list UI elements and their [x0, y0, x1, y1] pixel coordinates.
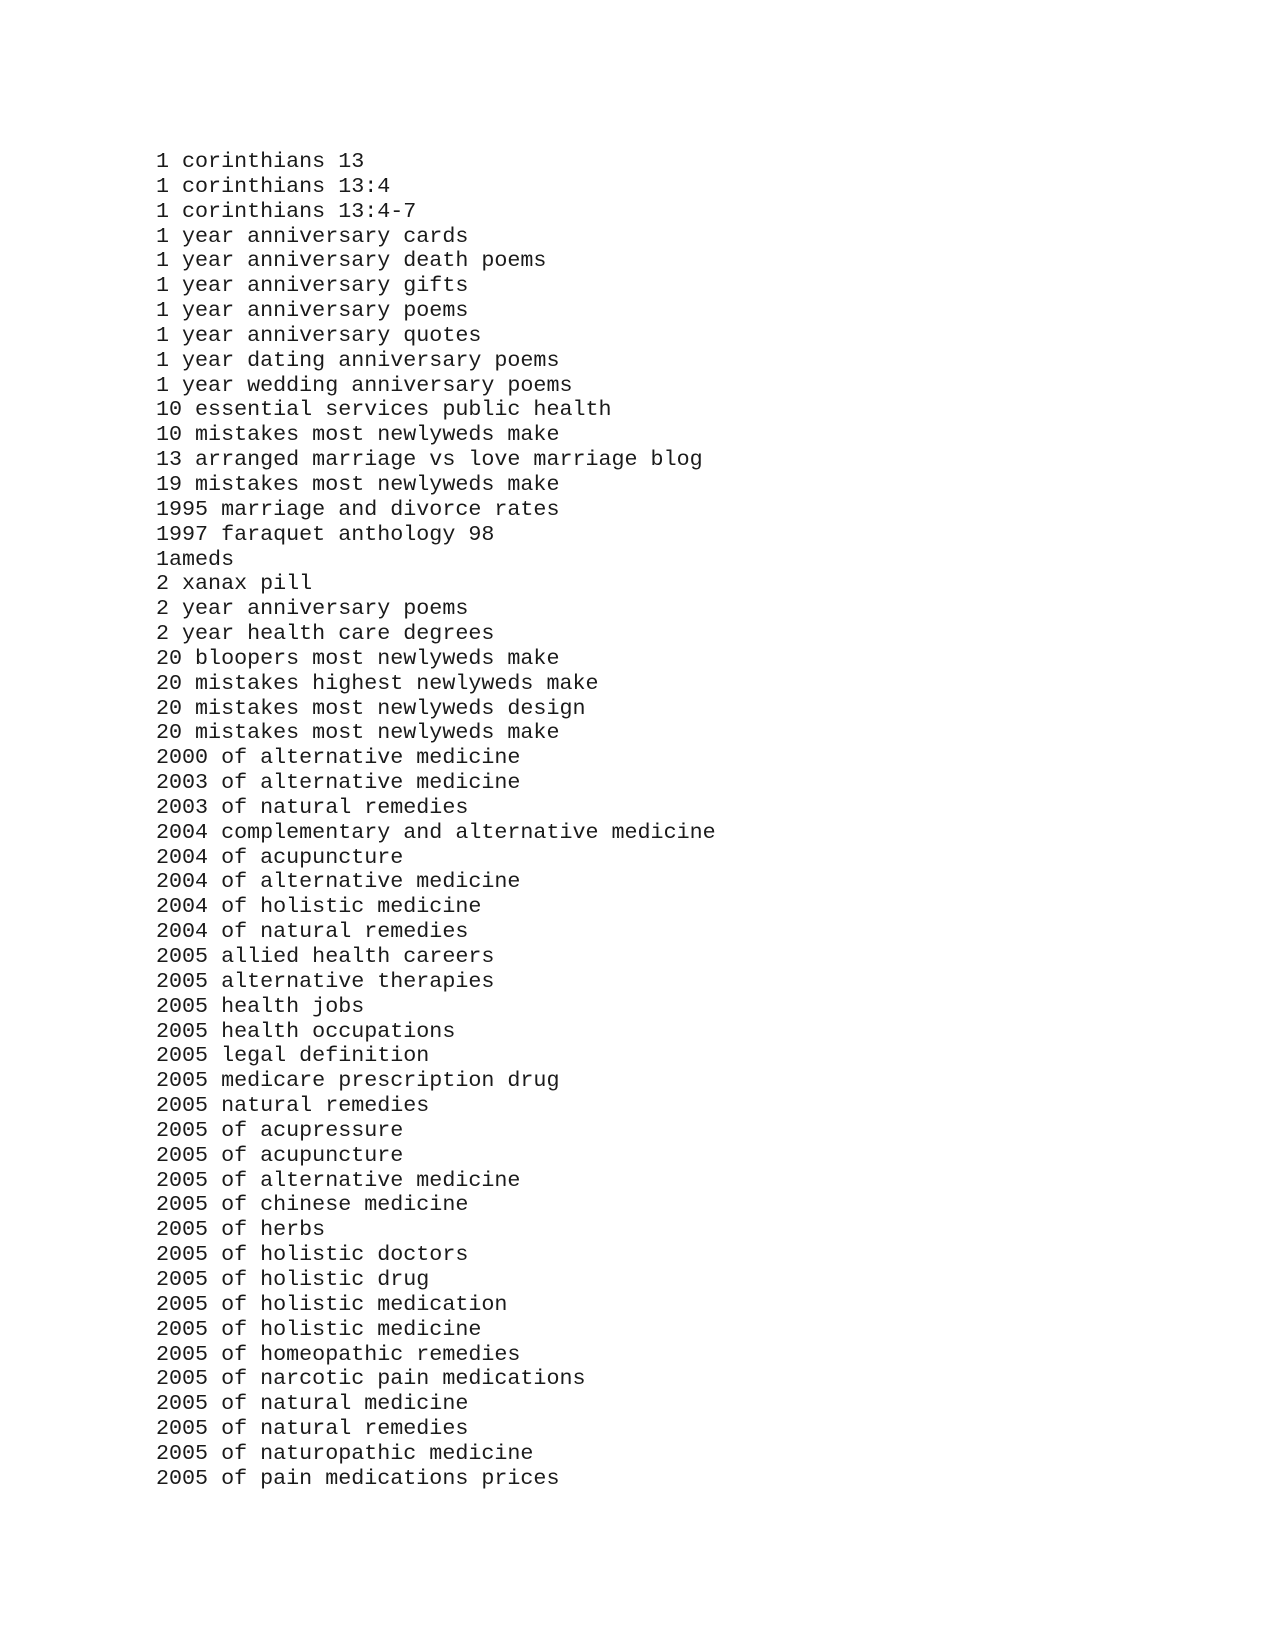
list-item: 2005 allied health careers [156, 944, 495, 969]
list-item: 2005 of holistic medication [156, 1291, 508, 1317]
list-item: 2005 of herbs [156, 1217, 326, 1243]
list-item: 2005 of holistic drug [156, 1266, 430, 1292]
list-item: 1 year anniversary gifts [156, 273, 469, 299]
list-item: 2005 alternative therapies [156, 968, 495, 994]
list-item: 20 bloopers most newlyweds make [156, 645, 560, 671]
list-item: 2005 health occupations [156, 1018, 456, 1044]
list-item: 2004 of alternative medicine [156, 869, 521, 895]
list-item: 20 mistakes most newlyweds design [156, 695, 586, 721]
list-item: 2 year health care degrees [156, 621, 495, 647]
list-item: 10 essential services public health [156, 397, 612, 423]
list-item: 2005 of natural remedies [156, 1416, 469, 1442]
list-item: 2 xanax pill [156, 571, 313, 597]
list-item: 2005 of holistic doctors [156, 1242, 469, 1268]
list-item: 2005 of natural medicine [156, 1391, 469, 1417]
list-item: 1 year wedding anniversary poems [156, 372, 573, 398]
list-item: 20 mistakes most newlyweds make [156, 720, 560, 746]
list-item: 13 arranged marriage vs love marriage blog [156, 447, 703, 473]
list-item: 1997 faraquet anthology 98 [156, 521, 495, 547]
list-item: 2005 medicare prescription drug [156, 1068, 560, 1094]
list-item: 1 year anniversary poems [156, 298, 469, 324]
list-item: 1 year dating anniversary poems [156, 347, 560, 373]
list-item: 19 mistakes most newlyweds make [156, 471, 560, 497]
list-item: 1ameds [156, 546, 235, 572]
list-item: 1 corinthians 13 [156, 149, 365, 174]
list-item: 1 year anniversary death poems [156, 248, 547, 274]
list-item: 2004 complementary and alternative medicine [156, 819, 716, 845]
list-item: 10 mistakes most newlyweds make [156, 422, 560, 448]
list-item: 2000 of alternative medicine [156, 745, 521, 771]
list-item: 2003 of alternative medicine [156, 770, 521, 796]
list-item: 2005 of acupressure [156, 1117, 404, 1143]
list-item: 2004 of holistic medicine [156, 894, 482, 920]
list-item: 2005 health jobs [156, 993, 365, 1019]
list-item: 2004 of acupuncture [156, 844, 404, 870]
list-item: 2005 natural remedies [156, 1093, 430, 1119]
list-item: 2005 of narcotic pain medications [156, 1366, 586, 1392]
list-item: 2005 of homeopathic remedies [156, 1341, 521, 1367]
keyword-list [156, 150, 716, 1492]
list-item: 1 corinthians 13:4 [156, 173, 391, 199]
list-item: 2005 of holistic medicine [156, 1316, 482, 1342]
list-item: 20 mistakes highest newlyweds make [156, 670, 599, 696]
list-item: 2005 of pain medications prices [156, 1465, 560, 1491]
list-item: 2004 of natural remedies [156, 919, 469, 945]
list-item: 2005 legal definition [156, 1043, 430, 1069]
list-item: 2005 of chinese medicine [156, 1192, 469, 1218]
list-item: 1995 marriage and divorce rates [156, 496, 560, 522]
list-item: 2005 of alternative medicine [156, 1167, 521, 1193]
list-item: 1 year anniversary quotes [156, 322, 482, 348]
list-item: 2003 of natural remedies [156, 794, 469, 820]
list-item: 2 year anniversary poems [156, 596, 469, 622]
list-item: 2005 of acupuncture [156, 1142, 404, 1168]
list-item: 1 corinthians 13:4-7 [156, 198, 417, 224]
list-item: 1 year anniversary cards [156, 223, 469, 249]
list-item: 2005 of naturopathic medicine [156, 1440, 534, 1466]
